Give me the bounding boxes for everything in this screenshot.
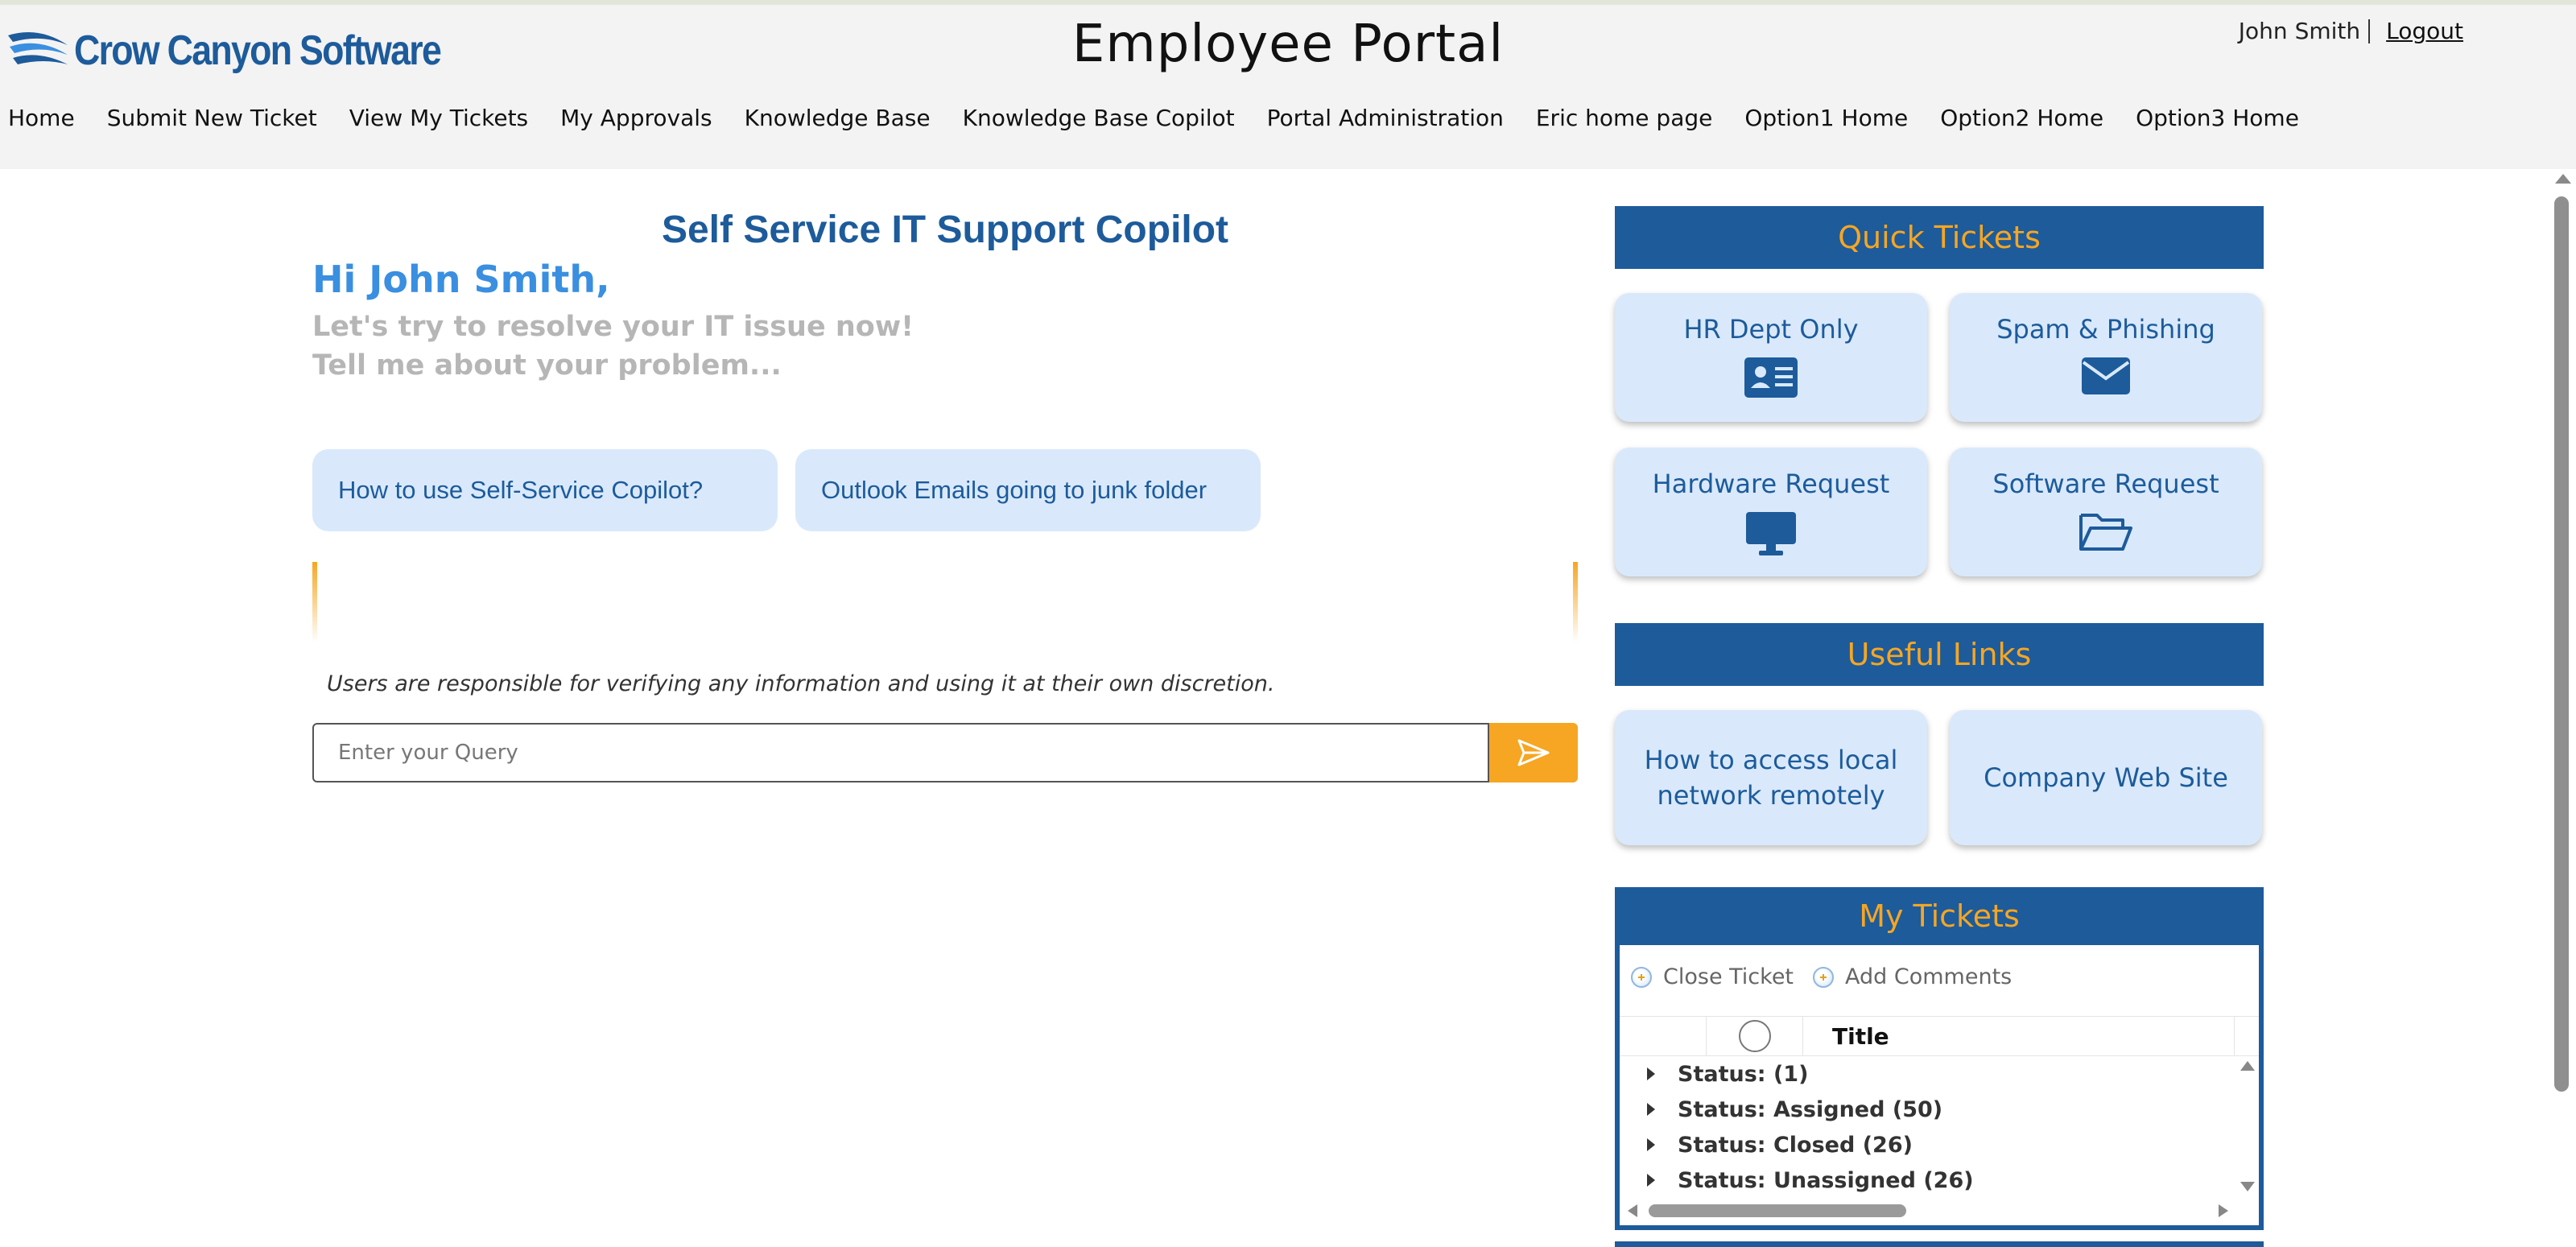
- link-company-web-site[interactable]: [1950, 710, 2262, 845]
- chat-conversation-area: [312, 562, 1578, 642]
- grid-header-select: [1707, 1017, 1803, 1055]
- quick-ticket-hr-dept[interactable]: [1615, 293, 1927, 422]
- scroll-up-icon[interactable]: [2240, 1061, 2255, 1071]
- quick-ticket-software-request[interactable]: [1950, 448, 2262, 576]
- nav-item-eric-home-page[interactable]: Eric home page: [1535, 105, 1713, 131]
- logout-link[interactable]: Logout: [2386, 18, 2463, 44]
- next-section-edge: [1615, 1241, 2264, 1247]
- nav-item-option1-home[interactable]: Option1 Home: [1744, 105, 1909, 131]
- send-button[interactable]: [1489, 723, 1578, 782]
- tile-label: Company Web Site: [1984, 762, 2228, 793]
- tickets-grid-header: [1620, 1016, 2259, 1056]
- add-comments-button[interactable]: [1813, 964, 2012, 989]
- nav-item-view-my-tickets[interactable]: View My Tickets: [349, 105, 529, 131]
- desktop-icon: [1744, 510, 1798, 557]
- group-label: Status: Unassigned (26): [1678, 1167, 1974, 1193]
- nav-item-my-approvals[interactable]: My Approvals: [560, 105, 712, 131]
- group-label: Status: (1): [1678, 1061, 1809, 1087]
- scroll-left-icon[interactable]: [1628, 1204, 1637, 1217]
- suggestion-button-how-to-use[interactable]: How to use Self-Service Copilot?: [312, 449, 778, 531]
- copilot-title: Self Service IT Support Copilot: [661, 209, 1229, 251]
- envelope-icon: [2080, 356, 2132, 396]
- expand-caret-icon[interactable]: [1647, 1138, 1655, 1151]
- tickets-toolbar: [1631, 964, 2031, 989]
- horizontal-scrollbar-thumb[interactable]: [1649, 1204, 1906, 1217]
- link-access-local-network[interactable]: [1615, 710, 1927, 845]
- logo-text: Crow Canyon Software: [74, 27, 441, 74]
- group-row-status-unassigned[interactable]: [1620, 1162, 2240, 1198]
- nav-item-home[interactable]: Home: [8, 105, 75, 131]
- quick-ticket-hardware-request[interactable]: [1615, 448, 1927, 576]
- add-circle-icon: [1813, 967, 1834, 988]
- copilot-subtitle: Let's try to resolve your IT issue now!: [312, 311, 914, 343]
- scroll-up-icon[interactable]: [2555, 174, 2571, 184]
- nav-item-option3-home[interactable]: Option3 Home: [2136, 105, 2299, 131]
- tile-label: Spam & Phishing: [1996, 314, 2215, 345]
- useful-links-header: Useful Links: [1615, 623, 2264, 686]
- nav-item-portal-administration[interactable]: Portal Administration: [1266, 105, 1504, 131]
- tickets-vertical-scrollbar[interactable]: [2240, 1058, 2256, 1195]
- tile-label: Software Request: [1992, 469, 2219, 499]
- expand-caret-icon[interactable]: [1647, 1067, 1655, 1080]
- group-label: Status: Closed (26): [1678, 1132, 1913, 1158]
- page-title: Employee Portal: [1071, 14, 1505, 74]
- scroll-down-icon[interactable]: [2240, 1182, 2255, 1191]
- add-comments-label: Add Comments: [1845, 964, 2013, 989]
- disclaimer-text: Users are responsible for verifying any information and using it at their own discretion.: [327, 671, 1275, 696]
- page-scrollbar[interactable]: [2549, 169, 2576, 1247]
- add-circle-icon: [1631, 967, 1652, 988]
- expand-caret-icon[interactable]: [1647, 1103, 1655, 1116]
- tickets-horizontal-scrollbar[interactable]: [1624, 1201, 2233, 1220]
- tile-label: How to access local network remotely: [1644, 745, 1898, 811]
- top-nav: [8, 105, 2331, 131]
- nav-item-submit-new-ticket[interactable]: Submit New Ticket: [106, 105, 317, 131]
- user-area: [2239, 18, 2463, 44]
- scrollbar-thumb[interactable]: [2554, 196, 2569, 1092]
- send-icon: [1517, 738, 1550, 767]
- query-input[interactable]: [312, 723, 1489, 782]
- quick-ticket-spam-phishing[interactable]: [1950, 293, 2262, 422]
- group-row-status-closed[interactable]: [1620, 1127, 2240, 1162]
- grid-header-spacer: [1620, 1017, 1707, 1055]
- chat-left-accent: [312, 562, 317, 642]
- tickets-group-list: [1620, 1056, 2240, 1198]
- nav-item-knowledge-base-copilot[interactable]: Knowledge Base Copilot: [962, 105, 1235, 131]
- quick-tickets-header: Quick Tickets: [1615, 206, 2264, 269]
- close-ticket-button[interactable]: [1631, 964, 1794, 989]
- expand-caret-icon[interactable]: [1647, 1174, 1655, 1187]
- folder-open-icon: [2078, 510, 2134, 554]
- tile-label: HR Dept Only: [1683, 314, 1859, 345]
- user-name: John Smith: [2238, 18, 2361, 44]
- select-all-radio[interactable]: [1739, 1020, 1771, 1052]
- my-tickets-header: My Tickets: [1615, 887, 2264, 945]
- scroll-right-icon[interactable]: [2219, 1204, 2228, 1217]
- copilot-greeting: Hi John Smith,: [312, 258, 610, 301]
- group-row-status-blank[interactable]: [1620, 1056, 2240, 1092]
- id-card-icon: [1743, 356, 1799, 399]
- group-label: Status: Assigned (50): [1678, 1096, 1943, 1122]
- nav-item-knowledge-base[interactable]: Knowledge Base: [744, 105, 931, 131]
- tile-label: Hardware Request: [1652, 469, 1890, 499]
- chat-right-accent: [1573, 562, 1578, 642]
- group-row-status-assigned[interactable]: [1620, 1092, 2240, 1127]
- copilot-prompt-text: Tell me about your problem...: [312, 349, 782, 382]
- my-tickets-panel: [1615, 945, 2264, 1230]
- nav-item-option2-home[interactable]: Option2 Home: [1940, 105, 2104, 131]
- portal-header: [0, 0, 2576, 169]
- suggestion-button-outlook-junk[interactable]: Outlook Emails going to junk folder: [795, 449, 1261, 531]
- close-ticket-label: Close Ticket: [1663, 964, 1794, 989]
- column-header-title[interactable]: Title: [1803, 1017, 2235, 1055]
- user-separator: [2368, 19, 2370, 43]
